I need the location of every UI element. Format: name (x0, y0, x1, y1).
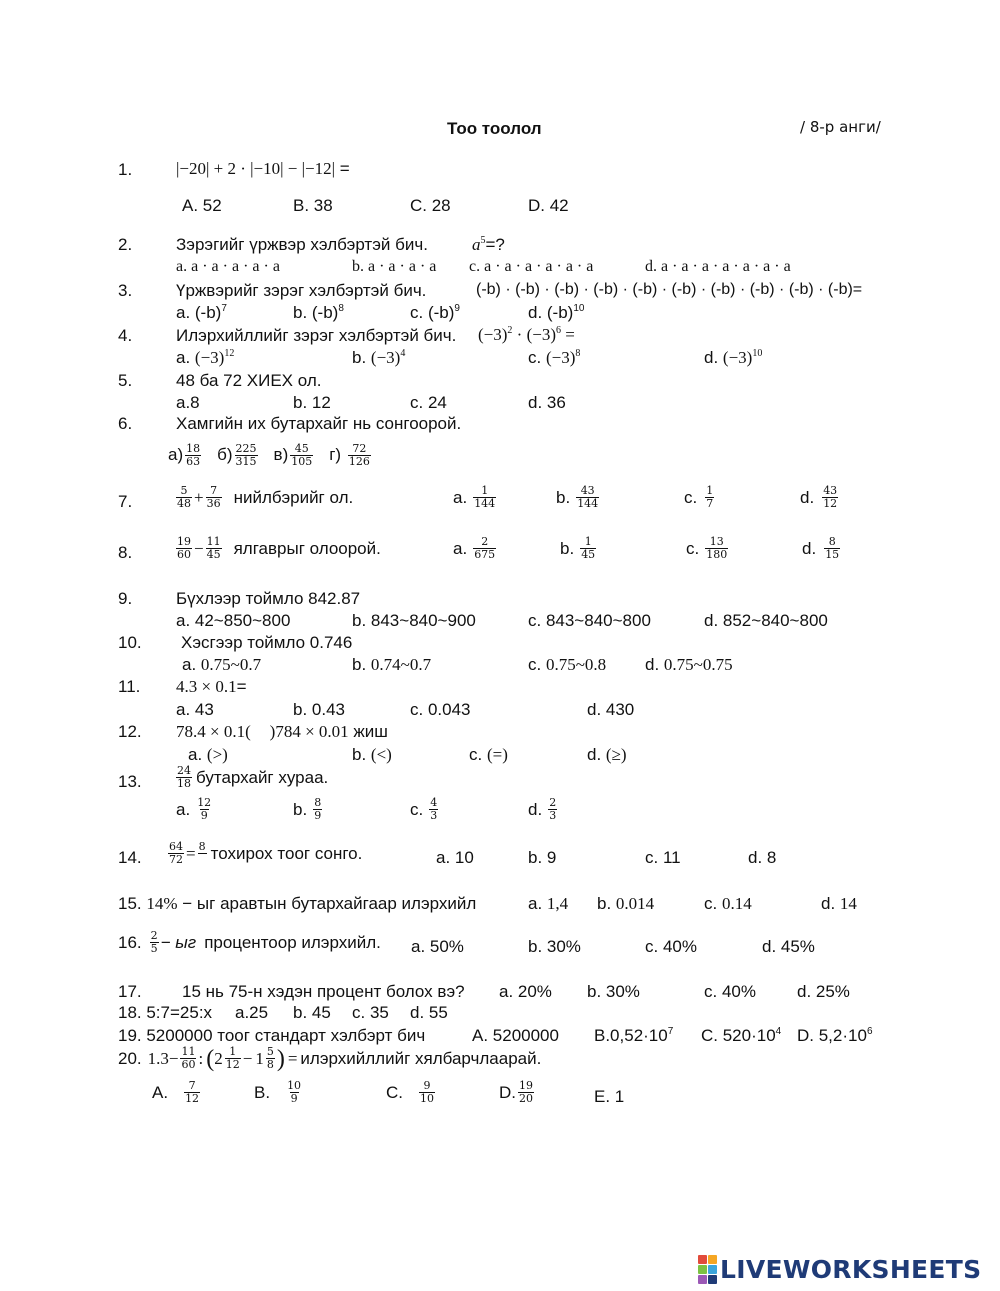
q7-option-a[interactable]: a. $\frac{1}{144}$ (453, 484, 496, 511)
q1-option-d[interactable]: D. 42 (528, 196, 569, 215)
q9-number: 9. (118, 589, 133, 608)
q3-number: 3. (118, 281, 133, 300)
logo-block (698, 1275, 707, 1284)
q18-question: 18. 5:7=25:x (118, 1003, 213, 1022)
q8-option-a[interactable]: a. $\frac{2}{675}$ (453, 535, 496, 562)
q4-option-a[interactable]: a. $(-3)^{12}$ (176, 348, 235, 367)
q20-question: 20. 1.3 − $\frac{11}{60}$ : ( 2 $\frac{1}{12}$ − 1 $\frac{5}{8}$ ) = илэрхийллийг хялбарчлаарай. (118, 1045, 542, 1072)
q6-number: 6. (118, 414, 133, 433)
q4-expression: $(-3)^2 \cdot (-3)^6$ = (478, 325, 575, 344)
q12-option-a[interactable]: a. (>) (188, 745, 228, 764)
q16-option-b[interactable]: b. 30% (528, 937, 581, 956)
q10-question: Хэсгээр тоймло 0.746 (181, 633, 353, 652)
q7-option-d[interactable]: d. $\frac{43}{12}$ (800, 484, 838, 511)
q16-question: 16. $\frac{2}{5}$ − ыг процентоор илэрхийл. (118, 929, 381, 956)
logo-text: LIVEWORKSHEETS (720, 1254, 982, 1284)
q17-option-d[interactable]: d. 25% (797, 982, 850, 1001)
logo-blocks-icon (698, 1255, 717, 1284)
logo-block (708, 1255, 717, 1264)
q1-question: |−20| + 2 · |−10| − |−12| = (176, 159, 350, 178)
q20-option-d[interactable]: D. $\frac{19}{20}$ (499, 1079, 533, 1106)
q18-option-c[interactable]: c. 35 (352, 1003, 389, 1022)
q1-option-c[interactable]: C. 28 (410, 196, 451, 215)
q7-option-b[interactable]: b. $\frac{43}{144}$ (556, 484, 599, 511)
q3-option-d[interactable]: d. $(-b)^{10}$ (528, 303, 585, 322)
q12-option-c[interactable]: c. (=) (469, 745, 508, 764)
q16-option-a[interactable]: a. 50% (411, 937, 464, 956)
q2-question: Зэрэгийг үржвэр хэлбэртэй бич. (176, 235, 428, 254)
q13-option-b[interactable]: b. $\frac{8}{9}$ (293, 796, 322, 823)
q12-question: 78.4 × 0.1( )784 × 0.01 жиш (176, 722, 388, 741)
q2-option-d[interactable]: d. a · a · a · a · a · a · a (645, 258, 791, 275)
q3-expression: (-b) · (-b) · (-b) · (-b) · (-b) · (-b) · (-b) · (-b) · (-b) · (-b)= (476, 281, 863, 298)
q15-question: 15. 14% − ыг аравтын бутархайгаар илэрхийл (118, 894, 477, 913)
q6-option-a[interactable]: а) $\frac{18}{63}$ (168, 442, 201, 469)
q14-option-c[interactable]: c. 11 (645, 848, 681, 867)
q20-option-b[interactable]: B. $\frac{10}{9}$ (254, 1079, 302, 1106)
q13-number: 13. (118, 772, 142, 791)
q17-option-c[interactable]: c. 40% (704, 982, 756, 1001)
q1-number: 1. (118, 160, 133, 179)
q19-question: 19. 5200000 тоог стандарт хэлбэрт бич (118, 1026, 426, 1045)
q17-option-a[interactable]: a. 20% (499, 982, 552, 1001)
q2-option-c[interactable]: c. a · a · a · a · a · a (469, 258, 594, 275)
q13-option-c[interactable]: c. $\frac{4}{3}$ (410, 796, 438, 823)
q8-option-b[interactable]: b. $\frac{1}{45}$ (560, 535, 596, 562)
q9-option-a[interactable]: a. 42~850~800 (176, 611, 291, 630)
q7-option-c[interactable]: c. $\frac{1}{7}$ (684, 484, 714, 511)
q19-option-a[interactable]: A. 5200000 (472, 1026, 559, 1045)
q7-question: $\frac{5}{48}$ + $\frac{7}{36}$ нийлбэрийг ол. (177, 484, 354, 511)
q20-option-a[interactable]: A. $\frac{7}{12}$ (152, 1079, 200, 1106)
q4-option-c[interactable]: c. $(-3)^8$ (528, 348, 581, 367)
q3-question: Үржвэрийг зэрэг хэлбэртэй бич. (176, 281, 427, 300)
q2-option-b[interactable]: b. a · a · a · a (352, 258, 437, 275)
q1-option-a[interactable]: A. 52 (182, 196, 222, 215)
q2-power: $a^5=$? (472, 235, 505, 254)
q13-question: $\frac{24}{18}$ бутархайг хураа. (177, 764, 329, 791)
q1-option-b[interactable]: B. 38 (293, 196, 333, 215)
q6-option-d[interactable]: г) $\frac{72}{126}$ (329, 442, 370, 469)
q11-option-d[interactable]: d. 430 (587, 700, 635, 719)
q1-expression: |−20| + 2 · |−10| − |−12| (176, 159, 336, 178)
q9-option-b[interactable]: b. 843~840~900 (352, 611, 476, 630)
q17-question: 15 нь 75-н хэдэн процент болох вэ? (182, 982, 465, 1001)
q15-option-a[interactable]: a. 1,4 (528, 894, 569, 913)
q8-option-d[interactable]: d. $\frac{8}{15}$ (802, 535, 840, 562)
grade-label: / 8-р анги/ (800, 118, 881, 136)
q18-option-a[interactable]: a.25 (235, 1003, 269, 1022)
q4-option-d[interactable]: d. $(-3)^{10}$ (704, 348, 763, 367)
q14-option-b[interactable]: b. 9 (528, 848, 557, 867)
q5-option-c[interactable]: c. 24 (410, 393, 447, 412)
q10-option-b[interactable]: b. 0.74~0.7 (352, 655, 432, 674)
q7-number: 7. (118, 492, 133, 511)
q11-option-a[interactable]: a. 43 (176, 700, 214, 719)
q5-number: 5. (118, 371, 133, 390)
q14-answer-blank[interactable] (198, 853, 207, 866)
q14-option-a[interactable]: a. 10 (436, 848, 474, 867)
q12-option-b[interactable]: b. (<) (352, 745, 392, 764)
logo-block (708, 1265, 717, 1274)
q11-option-b[interactable]: b. 0.43 (293, 700, 345, 719)
q9-option-c[interactable]: c. 843~840~800 (528, 611, 651, 630)
q20-option-e[interactable]: E. 1 (594, 1087, 625, 1106)
page-title: Тоо тоолол (447, 119, 542, 138)
q8-question: $\frac{19}{60}$ − $\frac{11}{45}$ ялгаврыг олоорой. (177, 535, 381, 562)
q3-option-c[interactable]: c. $(-b)^9$ (410, 303, 460, 322)
q19-option-d[interactable]: D. $5,2\cdot 10^6$ (797, 1026, 873, 1045)
q17-number: 17. (118, 982, 142, 1001)
logo-block (708, 1275, 717, 1284)
q13-option-d[interactable]: d. $\frac{2}{3}$ (528, 796, 557, 823)
q5-question: 48 ба 72 ХИЕХ ол. (176, 371, 322, 390)
q15-option-b[interactable]: b. 0.014 (597, 894, 655, 913)
q10-option-d[interactable]: d. 0.75~0.75 (645, 655, 733, 674)
q10-option-c[interactable]: c. 0.75~0.8 (528, 655, 607, 674)
q3-option-b[interactable]: b. $(-b)^8$ (293, 303, 344, 322)
q4-number: 4. (118, 326, 133, 345)
q16-option-d[interactable]: d. 45% (762, 937, 815, 956)
q13-option-a[interactable]: a. $\frac{12}{9}$ (176, 796, 212, 823)
q20-option-c[interactable]: C. $\frac{9}{10}$ (386, 1079, 434, 1106)
q12-answer-blank[interactable] (251, 722, 270, 741)
q12-number: 12. (118, 722, 142, 741)
q19-option-b[interactable]: $B.0,52\cdot 10^7$ (594, 1026, 674, 1045)
q8-number: 8. (118, 543, 133, 562)
q10-number: 10. (118, 633, 142, 652)
q19-option-c[interactable]: C. $520\cdot 10^4$ (701, 1026, 782, 1045)
q6-option-b[interactable]: б) $\frac{225}{315}$ (217, 442, 257, 469)
q9-question: Бүхлээр тоймло 842.87 (176, 589, 361, 608)
q11-option-c[interactable]: c. 0.043 (410, 700, 471, 719)
q14-question: $\frac{64}{72}$ = 8 тохирох тоог сонго. (169, 840, 363, 867)
q14-option-d[interactable]: d. 8 (748, 848, 777, 867)
q2-option-a[interactable]: a. a · a · a · a · a (176, 258, 280, 275)
q6-question: Хамгийн их бутархайг нь сонгоорой. (176, 414, 462, 433)
logo-block (698, 1265, 707, 1274)
q16-option-c[interactable]: c. 40% (645, 937, 697, 956)
q18-option-d[interactable]: d. 55 (410, 1003, 448, 1022)
q8-option-c[interactable]: c. $\frac{13}{180}$ (686, 535, 728, 562)
q15-option-c[interactable]: c. 0.14 (704, 894, 752, 913)
q10-option-a[interactable]: a. 0.75~0.7 (182, 655, 262, 674)
q11-question: 4.3 × 0.1= (176, 677, 247, 696)
q18-option-b[interactable]: b. 45 (293, 1003, 331, 1022)
q5-option-d[interactable]: d. 36 (528, 393, 566, 412)
q9-option-d[interactable]: d. 852~840~800 (704, 611, 828, 630)
logo-block (698, 1255, 707, 1264)
q4-option-b[interactable]: b. $(-3)^4$ (352, 348, 406, 367)
q15-option-d[interactable]: d. 14 (821, 894, 857, 913)
q4-question: Илэрхийллийг зэрэг хэлбэртэй бич. (176, 326, 457, 345)
q5-option-a[interactable]: a.8 (176, 393, 200, 412)
q2-number: 2. (118, 235, 133, 254)
q17-option-b[interactable]: b. 30% (587, 982, 640, 1001)
q11-number: 11. (118, 677, 141, 696)
q14-number: 14. (118, 848, 142, 867)
q6-option-c[interactable]: в) $\frac{45}{105}$ (273, 442, 313, 469)
liveworksheets-logo (698, 1254, 981, 1284)
q5-option-b[interactable]: b. 12 (293, 393, 331, 412)
q6-options (168, 443, 373, 468)
q12-option-d[interactable]: d. (≥) (587, 745, 627, 764)
q3-option-a[interactable]: a. $(-b)^7$ (176, 303, 227, 322)
